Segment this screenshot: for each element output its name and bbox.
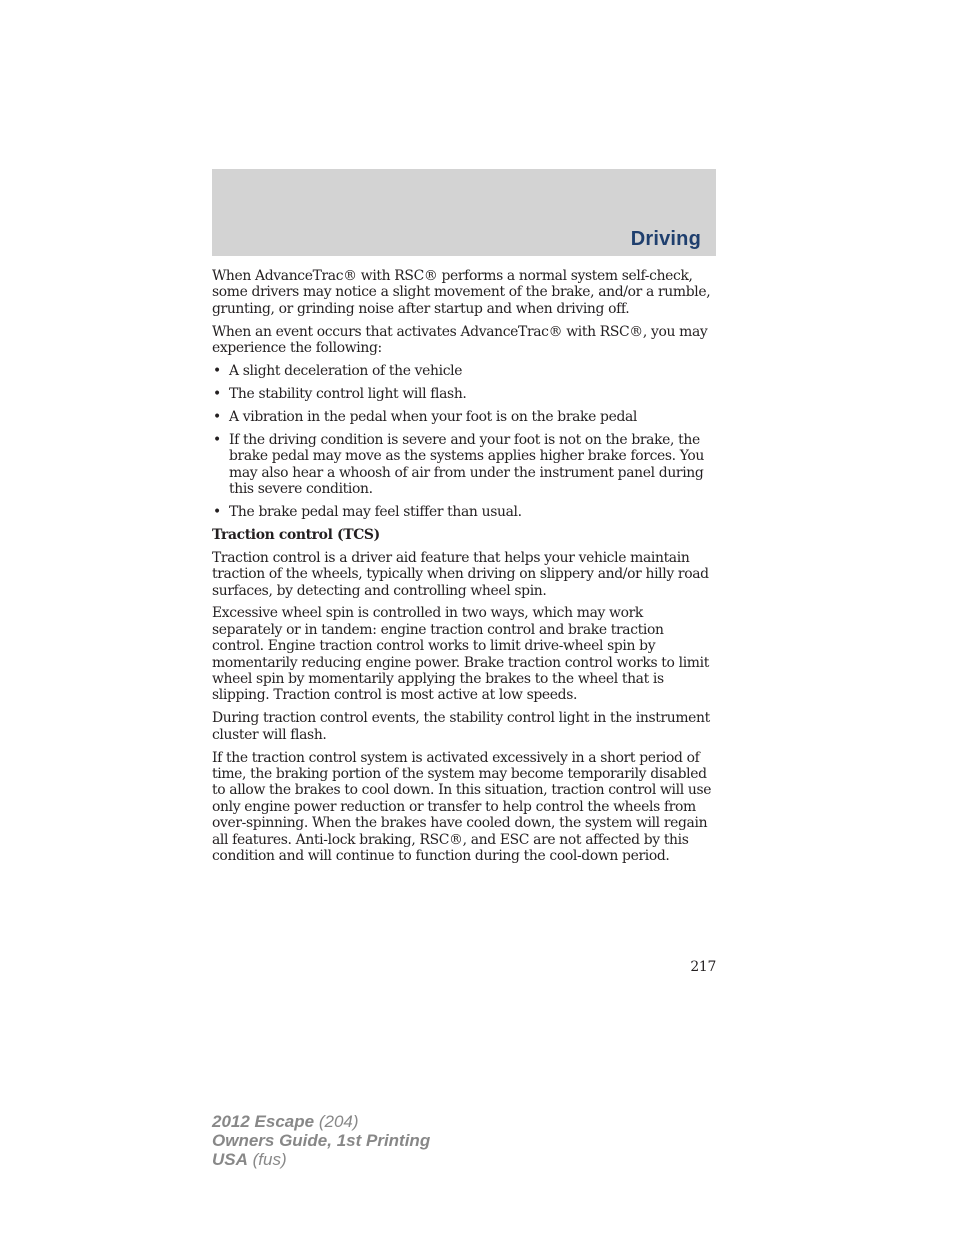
list-item-text: If the driving condition is severe and your foot is not on the brake, the brake pedal may move as the systems applies higher brake forces. You may also hear a whoosh of air from under the instrument panel during this severe condition. [229, 431, 705, 497]
footer-market-code: (fus) [252, 1150, 287, 1169]
page-number: 217 [690, 959, 716, 975]
footer-line-guide [212, 1131, 430, 1150]
paragraph-tcs-events: During traction control events, the stability control light in the instrument cluster will flash. [212, 710, 710, 743]
list-item-text: The stability control light will flash. [229, 385, 467, 402]
paragraph-event-intro: When an event occurs that activates AdvanceTrac® with RSC®, you may experience the following: [212, 323, 708, 357]
list-item [212, 409, 716, 425]
paragraph-self-check: When AdvanceTrac® with RSC® performs a normal system self-check, some drivers may notice a slight movement of the brake, and/or a rumble, grunting, or grinding noise after startup and when driving off. [212, 268, 711, 317]
list-item [212, 504, 716, 520]
footer-model: 2012 Escape [212, 1112, 315, 1131]
subheading-traction-control: Traction control (TCS) [212, 526, 380, 543]
list-item-text: A vibration in the pedal when your foot is on the brake pedal [229, 408, 638, 425]
list-item [212, 386, 716, 402]
footer-model-code: (204) [318, 1112, 359, 1131]
footer-line-market [212, 1150, 430, 1169]
paragraph-cool-down: If the traction control system is activated excessively in a short period of time, the braking portion of the system may become temporarily disabled to allow the brakes to cool down. In this situation, traction control will use only engine power reduction or transfer to help control the wheels from over-spinning. When the brakes have cooled down, the system will regain all features. Anti-lock braking, RSC®, and ESC are not affected by this condition and will continue to function during the cool-down period. [212, 749, 712, 865]
document-footer [212, 1112, 430, 1169]
bullet-icon: • [213, 385, 221, 402]
list-item [212, 432, 716, 498]
footer-line-model [212, 1112, 430, 1131]
section-title: Driving [630, 228, 701, 250]
page-body [212, 268, 716, 871]
list-item [212, 363, 716, 379]
section-header-band [212, 169, 716, 256]
list-item-text: A slight deceleration of the vehicle [229, 363, 463, 380]
bullet-icon: • [213, 503, 221, 520]
effects-list [212, 363, 716, 520]
footer-guide: Owners Guide, 1st Printing [212, 1131, 431, 1150]
bullet-icon: • [213, 363, 221, 380]
list-item-text: The brake pedal may feel stiffer than usual. [229, 503, 522, 520]
bullet-icon: • [213, 408, 221, 425]
paragraph-wheel-spin: Excessive wheel spin is controlled in two ways, which may work separately or in tandem: engine traction control and brake traction control. Engine traction control works to limit drive-wheel spin by momentarily reducing engine power. Brake traction control works to limit wheel spin by momentarily applying the brakes to the wheel that is slipping. Traction control is most active at low speeds. [212, 605, 709, 704]
paragraph-tcs-definition: Traction control is a driver aid feature that helps your vehicle maintain traction of the wheels, typically when driving on slippery and/or hilly road surfaces, by detecting and controlling wheel spin. [212, 549, 709, 599]
bullet-icon: • [213, 431, 221, 448]
footer-market: USA [212, 1150, 248, 1169]
